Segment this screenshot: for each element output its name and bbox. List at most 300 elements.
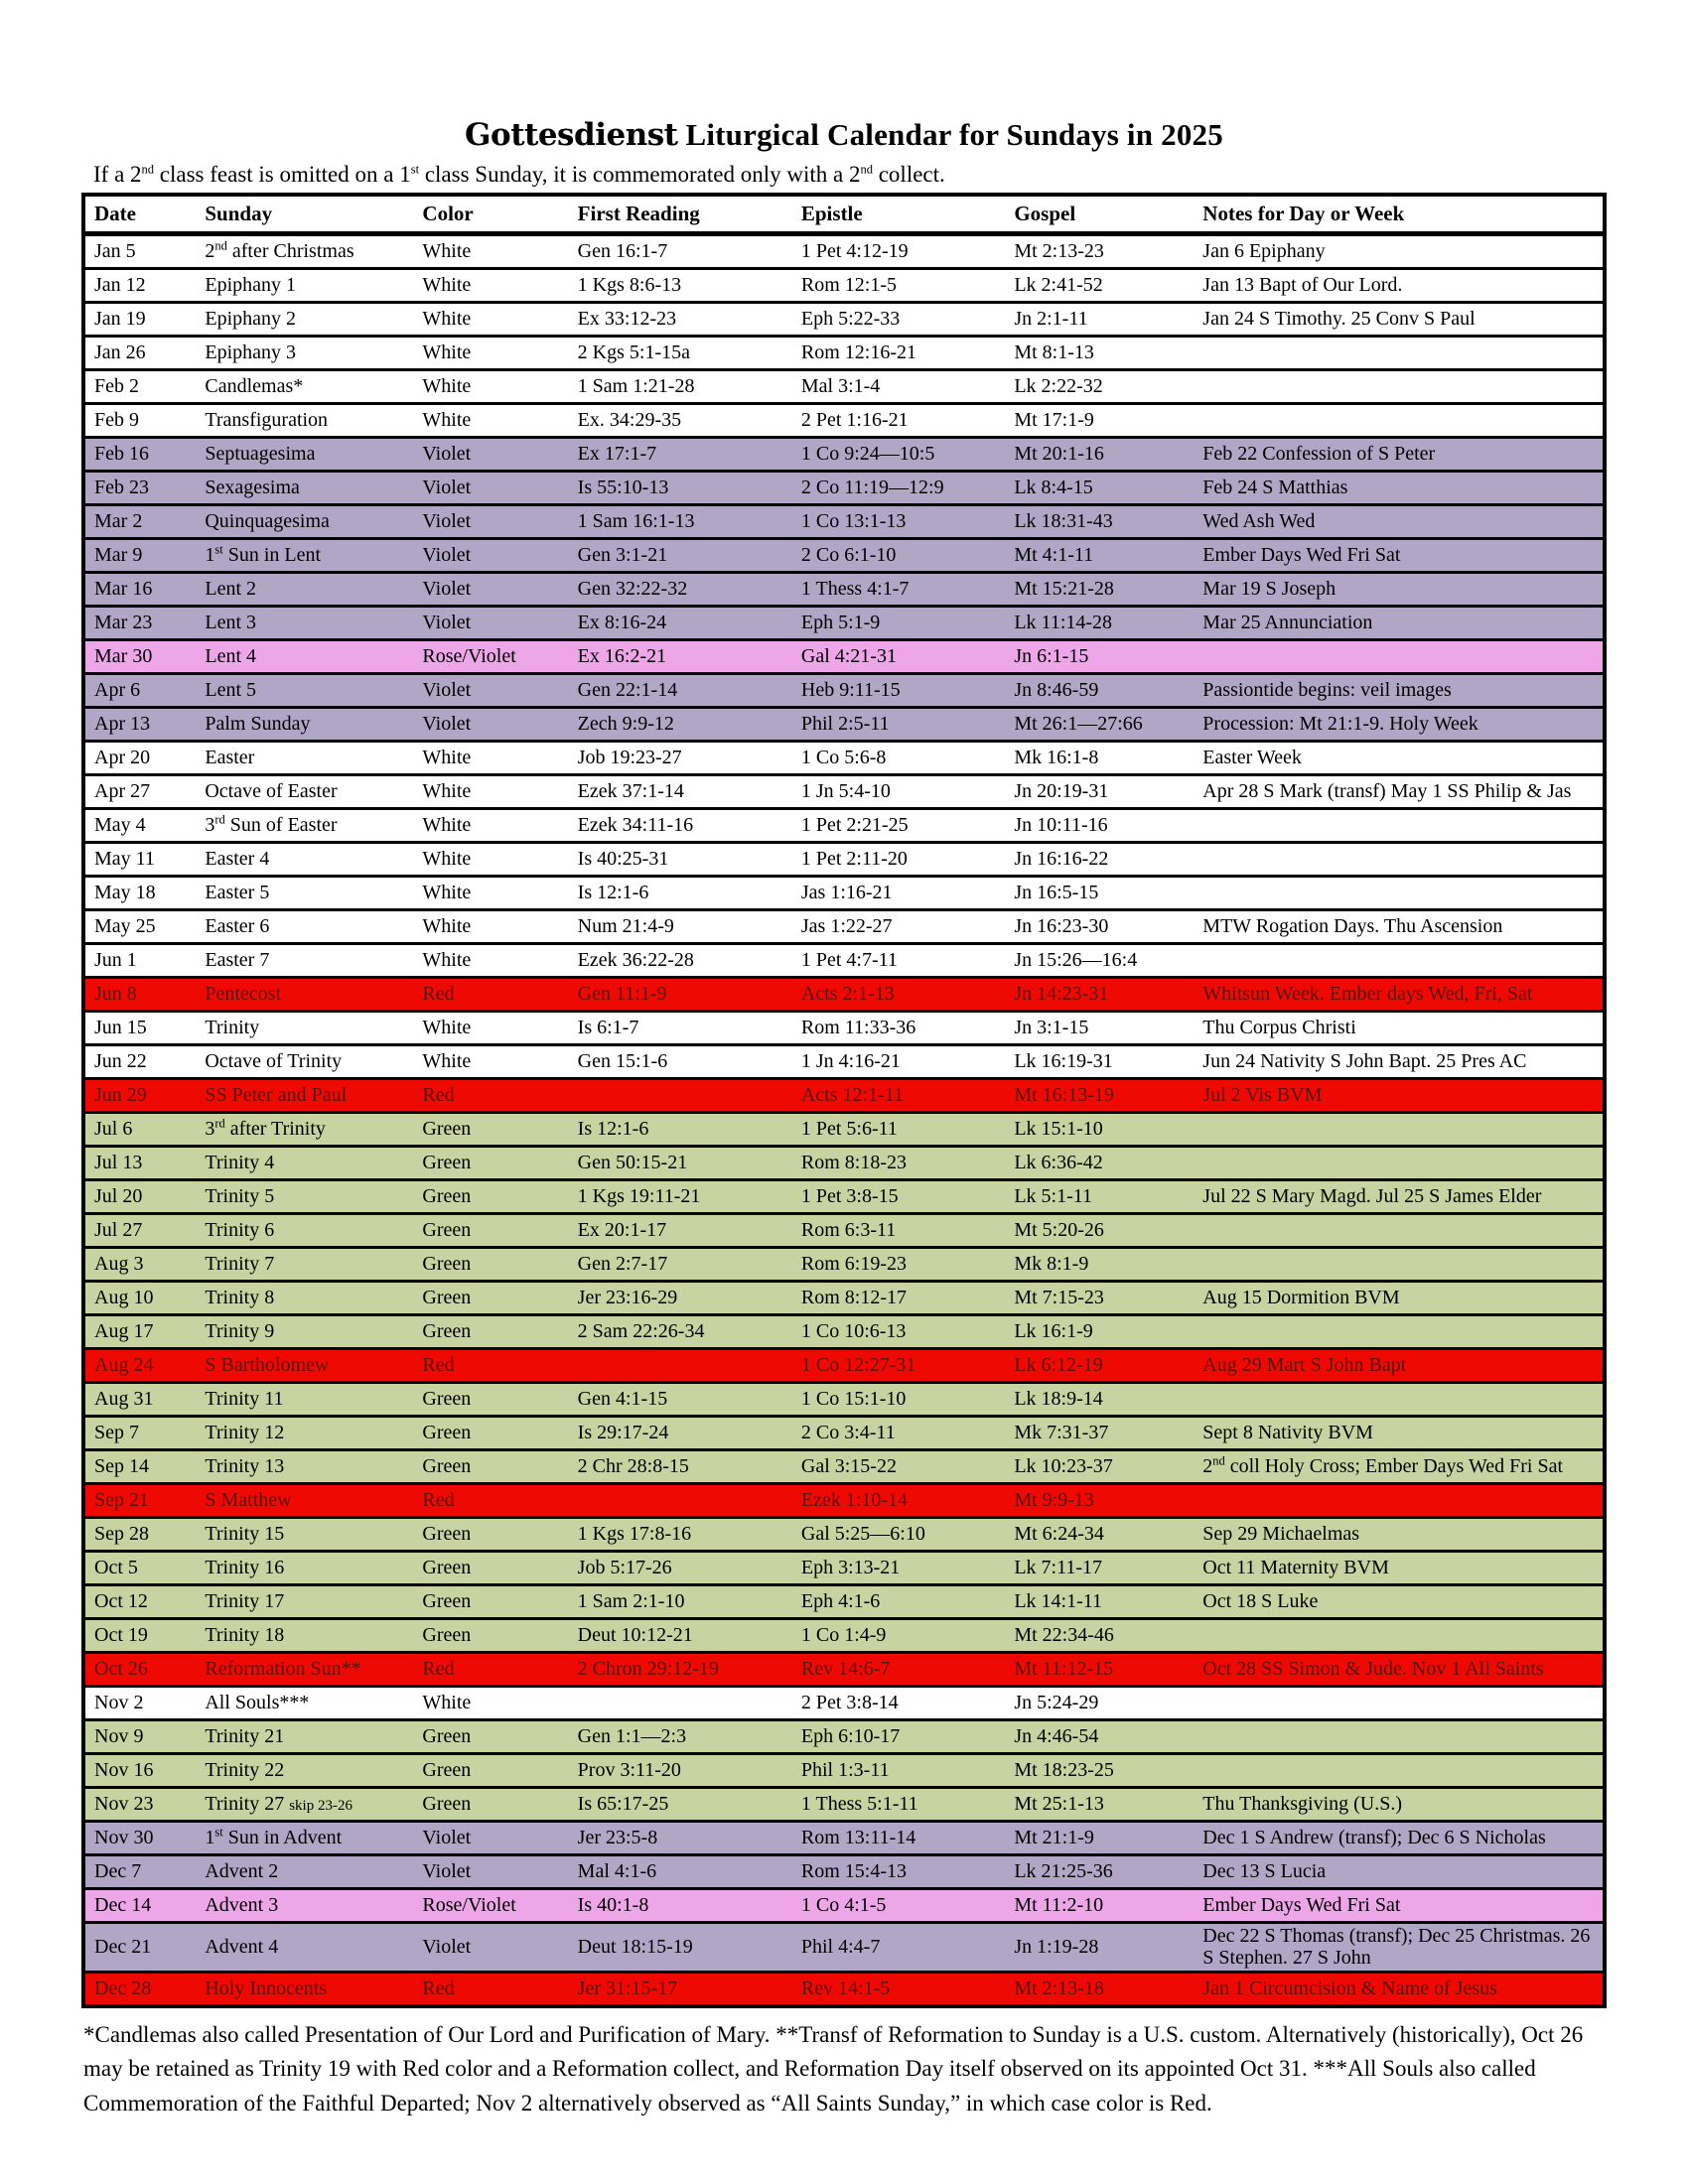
cell-date: Jan 26 bbox=[83, 337, 196, 370]
cell-epistle: 1 Jn 5:4-10 bbox=[792, 775, 1005, 809]
table-row bbox=[83, 674, 1605, 708]
cell-sunday: Trinity 16 bbox=[196, 1552, 413, 1585]
cell-epistle: Phil 1:3-11 bbox=[792, 1754, 1005, 1788]
cell-notes: Sep 29 Michaelmas bbox=[1194, 1518, 1605, 1552]
cell-notes: Mar 25 Annunciation bbox=[1194, 607, 1605, 640]
cell-gospel: Lk 2:22-32 bbox=[1005, 370, 1194, 404]
cell-color: Red bbox=[413, 1972, 568, 2006]
cell-first-reading: Gen 2:7-17 bbox=[569, 1248, 792, 1282]
cell-notes: Oct 18 S Luke bbox=[1194, 1585, 1605, 1619]
cell-epistle: Gal 5:25—6:10 bbox=[792, 1518, 1005, 1552]
cell-sunday: 2nd after Christmas bbox=[196, 234, 413, 269]
cell-notes: Procession: Mt 21:1-9. Holy Week bbox=[1194, 708, 1605, 742]
cell-epistle: Rom 13:11-14 bbox=[792, 1822, 1005, 1855]
cell-gospel: Mt 17:1-9 bbox=[1005, 404, 1194, 438]
cell-epistle: Rom 15:4-13 bbox=[792, 1855, 1005, 1889]
cell-color: White bbox=[413, 742, 568, 775]
cell-first-reading: Ex 17:1-7 bbox=[569, 438, 792, 472]
cell-sunday: Trinity 17 bbox=[196, 1585, 413, 1619]
table-row bbox=[83, 1147, 1605, 1180]
cell-sunday: Quinquagesima bbox=[196, 505, 413, 539]
cell-gospel: Jn 6:1-15 bbox=[1005, 640, 1194, 674]
table-row bbox=[83, 1923, 1605, 1973]
cell-epistle: 1 Co 13:1-13 bbox=[792, 505, 1005, 539]
cell-notes bbox=[1194, 1113, 1605, 1147]
cell-color: Green bbox=[413, 1315, 568, 1349]
table-row bbox=[83, 877, 1605, 910]
cell-first-reading: Ex 16:2-21 bbox=[569, 640, 792, 674]
cell-epistle: Eph 3:13-21 bbox=[792, 1552, 1005, 1585]
cell-color: Red bbox=[413, 1653, 568, 1687]
cell-color: Green bbox=[413, 1754, 568, 1788]
cell-color: Green bbox=[413, 1619, 568, 1653]
cell-gospel: Mt 15:21-28 bbox=[1005, 573, 1194, 607]
cell-color: Violet bbox=[413, 472, 568, 505]
cell-epistle: Jas 1:22-27 bbox=[792, 910, 1005, 944]
cell-notes: Jan 1 Circumcision & Name of Jesus bbox=[1194, 1972, 1605, 2006]
col-header-color: Color bbox=[413, 195, 568, 234]
cell-color: Red bbox=[413, 1484, 568, 1518]
cell-first-reading: Is 55:10-13 bbox=[569, 472, 792, 505]
cell-sunday: Trinity 22 bbox=[196, 1754, 413, 1788]
cell-gospel: Lk 6:36-42 bbox=[1005, 1147, 1194, 1180]
table-row bbox=[83, 1417, 1605, 1450]
cell-first-reading: Gen 4:1-15 bbox=[569, 1383, 792, 1417]
cell-gospel: Mt 4:1-11 bbox=[1005, 539, 1194, 573]
cell-first-reading: 1 Kgs 17:8-16 bbox=[569, 1518, 792, 1552]
cell-date: Jun 8 bbox=[83, 978, 196, 1012]
subtitle-note: If a 2nd class feast is omitted on a 1st class Sunday, it is commemorated only with a 2nd collect. bbox=[93, 162, 945, 187]
cell-epistle: Gal 3:15-22 bbox=[792, 1450, 1005, 1484]
cell-notes bbox=[1194, 843, 1605, 877]
cell-gospel: Mt 18:23-25 bbox=[1005, 1754, 1194, 1788]
cell-sunday: Lent 4 bbox=[196, 640, 413, 674]
table-row bbox=[83, 1619, 1605, 1653]
cell-epistle: 2 Co 11:19—12:9 bbox=[792, 472, 1005, 505]
cell-notes: Jan 24 S Timothy. 25 Conv S Paul bbox=[1194, 303, 1605, 337]
cell-date: Dec 7 bbox=[83, 1855, 196, 1889]
cell-epistle: 2 Co 3:4-11 bbox=[792, 1417, 1005, 1450]
cell-color: Green bbox=[413, 1248, 568, 1282]
cell-first-reading: Mal 4:1-6 bbox=[569, 1855, 792, 1889]
cell-color: Violet bbox=[413, 1855, 568, 1889]
cell-epistle: 1 Pet 2:11-20 bbox=[792, 843, 1005, 877]
cell-color: White bbox=[413, 809, 568, 843]
cell-notes: 2nd coll Holy Cross; Ember Days Wed Fri Sat bbox=[1194, 1450, 1605, 1484]
cell-date: Nov 9 bbox=[83, 1720, 196, 1754]
cell-color: Rose/Violet bbox=[413, 640, 568, 674]
table-row bbox=[83, 1822, 1605, 1855]
cell-gospel: Jn 20:19-31 bbox=[1005, 775, 1194, 809]
cell-sunday: Palm Sunday bbox=[196, 708, 413, 742]
cell-notes bbox=[1194, 1315, 1605, 1349]
cell-first-reading: 2 Chron 29:12-19 bbox=[569, 1653, 792, 1687]
cell-gospel: Mt 2:13-18 bbox=[1005, 1972, 1194, 2006]
cell-sunday: Candlemas* bbox=[196, 370, 413, 404]
cell-date: Jan 5 bbox=[83, 234, 196, 269]
cell-color: Rose/Violet bbox=[413, 1889, 568, 1923]
cell-date: Jun 29 bbox=[83, 1079, 196, 1113]
cell-color: Red bbox=[413, 1079, 568, 1113]
cell-color: White bbox=[413, 269, 568, 303]
cell-notes: Apr 28 S Mark (transf) May 1 SS Philip & Jas bbox=[1194, 775, 1605, 809]
col-header-first-reading: First Reading bbox=[569, 195, 792, 234]
table-row bbox=[83, 505, 1605, 539]
cell-date: Apr 6 bbox=[83, 674, 196, 708]
cell-gospel: Mt 25:1-13 bbox=[1005, 1788, 1194, 1822]
table-row bbox=[83, 1450, 1605, 1484]
cell-epistle: Eph 4:1-6 bbox=[792, 1585, 1005, 1619]
cell-sunday: Easter 6 bbox=[196, 910, 413, 944]
cell-gospel: Lk 16:19-31 bbox=[1005, 1045, 1194, 1079]
cell-notes: Mar 19 S Joseph bbox=[1194, 573, 1605, 607]
cell-gospel: Mt 11:12-15 bbox=[1005, 1653, 1194, 1687]
footnote: *Candlemas also called Presentation of Our Lord and Purification of Mary. **Transf of Reformation to Sunday is a U.S. custom. Alternatively (historically), Oct 26 may be retained as Trinity 19 with Red color and a Reformation collect, and Reformation Day itself observed on its appointed Oct 31. ***All Souls also called Commemoration of the Faithful Departed; Nov 2 alternatively observed as “All Saints Sunday,” in which case color is Red. bbox=[83, 2021, 1584, 2116]
cell-date: Jul 27 bbox=[83, 1214, 196, 1248]
cell-date: Mar 9 bbox=[83, 539, 196, 573]
cell-date: Mar 30 bbox=[83, 640, 196, 674]
table-row bbox=[83, 1012, 1605, 1045]
table-row bbox=[83, 944, 1605, 978]
cell-gospel: Lk 18:9-14 bbox=[1005, 1383, 1194, 1417]
cell-first-reading: Prov 3:11-20 bbox=[569, 1754, 792, 1788]
cell-sunday: Easter 5 bbox=[196, 877, 413, 910]
table-row bbox=[83, 1315, 1605, 1349]
cell-notes: Dec 22 S Thomas (transf); Dec 25 Christmas. 26 S Stephen. 27 S John bbox=[1194, 1923, 1605, 1973]
cell-epistle: Ezek 1:10-14 bbox=[792, 1484, 1005, 1518]
cell-color: Violet bbox=[413, 607, 568, 640]
cell-epistle: Phil 4:4-7 bbox=[792, 1923, 1005, 1973]
cell-notes: Jun 24 Nativity S John Bapt. 25 Pres AC bbox=[1194, 1045, 1605, 1079]
cell-gospel: Mk 16:1-8 bbox=[1005, 742, 1194, 775]
cell-epistle: Rom 8:12-17 bbox=[792, 1282, 1005, 1315]
cell-gospel: Lk 6:12-19 bbox=[1005, 1349, 1194, 1383]
cell-date: Sep 21 bbox=[83, 1484, 196, 1518]
table-row bbox=[83, 573, 1605, 607]
cell-notes bbox=[1194, 404, 1605, 438]
cell-sunday: 3rd Sun of Easter bbox=[196, 809, 413, 843]
cell-date: Apr 13 bbox=[83, 708, 196, 742]
cell-color: Red bbox=[413, 1349, 568, 1383]
cell-notes: Jul 2 Vis BVM bbox=[1194, 1079, 1605, 1113]
cell-epistle: Mal 3:1-4 bbox=[792, 370, 1005, 404]
cell-date: Feb 16 bbox=[83, 438, 196, 472]
cell-gospel: Mt 7:15-23 bbox=[1005, 1282, 1194, 1315]
cell-epistle: Eph 6:10-17 bbox=[792, 1720, 1005, 1754]
table-row bbox=[83, 910, 1605, 944]
cell-first-reading: 1 Kgs 19:11-21 bbox=[569, 1180, 792, 1214]
cell-epistle: 2 Pet 3:8-14 bbox=[792, 1687, 1005, 1720]
cell-gospel: Lk 7:11-17 bbox=[1005, 1552, 1194, 1585]
cell-epistle: 1 Thess 4:1-7 bbox=[792, 573, 1005, 607]
cell-date: Jul 13 bbox=[83, 1147, 196, 1180]
cell-notes bbox=[1194, 877, 1605, 910]
cell-sunday: Trinity 27 skip 23-26 bbox=[196, 1788, 413, 1822]
cell-epistle: Rev 14:6-7 bbox=[792, 1653, 1005, 1687]
cell-first-reading: Is 40:25-31 bbox=[569, 843, 792, 877]
cell-date: Mar 16 bbox=[83, 573, 196, 607]
cell-date: Oct 5 bbox=[83, 1552, 196, 1585]
cell-sunday: Advent 2 bbox=[196, 1855, 413, 1889]
col-header-sunday: Sunday bbox=[196, 195, 413, 234]
col-header-notes: Notes for Day or Week bbox=[1194, 195, 1605, 234]
cell-color: White bbox=[413, 1045, 568, 1079]
cell-sunday: Trinity 21 bbox=[196, 1720, 413, 1754]
table-row bbox=[83, 234, 1605, 269]
cell-notes: Ember Days Wed Fri Sat bbox=[1194, 1889, 1605, 1923]
cell-first-reading: Deut 18:15-19 bbox=[569, 1923, 792, 1973]
cell-gospel: Mt 11:2-10 bbox=[1005, 1889, 1194, 1923]
cell-notes bbox=[1194, 1619, 1605, 1653]
table-row bbox=[83, 1720, 1605, 1754]
cell-notes bbox=[1194, 1248, 1605, 1282]
cell-color: White bbox=[413, 303, 568, 337]
cell-first-reading: 1 Sam 1:21-28 bbox=[569, 370, 792, 404]
cell-first-reading bbox=[569, 1687, 792, 1720]
cell-sunday: Trinity 15 bbox=[196, 1518, 413, 1552]
cell-notes bbox=[1194, 1687, 1605, 1720]
cell-first-reading: Gen 1:1—2:3 bbox=[569, 1720, 792, 1754]
cell-date: Apr 27 bbox=[83, 775, 196, 809]
cell-gospel: Lk 11:14-28 bbox=[1005, 607, 1194, 640]
cell-sunday: Septuagesima bbox=[196, 438, 413, 472]
cell-gospel: Jn 15:26—16:4 bbox=[1005, 944, 1194, 978]
cell-first-reading: Jer 31:15-17 bbox=[569, 1972, 792, 2006]
table-row bbox=[83, 404, 1605, 438]
cell-epistle: Rom 11:33-36 bbox=[792, 1012, 1005, 1045]
cell-notes: MTW Rogation Days. Thu Ascension bbox=[1194, 910, 1605, 944]
cell-color: Green bbox=[413, 1450, 568, 1484]
cell-gospel: Jn 16:23-30 bbox=[1005, 910, 1194, 944]
cell-first-reading: Gen 11:1-9 bbox=[569, 978, 792, 1012]
table-row bbox=[83, 978, 1605, 1012]
cell-notes: Dec 1 S Andrew (transf); Dec 6 S Nicholas bbox=[1194, 1822, 1605, 1855]
cell-epistle: 1 Pet 2:21-25 bbox=[792, 809, 1005, 843]
cell-sunday: Octave of Easter bbox=[196, 775, 413, 809]
cell-epistle: Rev 14:1-5 bbox=[792, 1972, 1005, 2006]
cell-notes: Feb 24 S Matthias bbox=[1194, 472, 1605, 505]
cell-date: Dec 28 bbox=[83, 1972, 196, 2006]
cell-epistle: Rom 6:3-11 bbox=[792, 1214, 1005, 1248]
cell-first-reading: Ezek 34:11-16 bbox=[569, 809, 792, 843]
cell-color: Violet bbox=[413, 539, 568, 573]
cell-first-reading: Ex 33:12-23 bbox=[569, 303, 792, 337]
cell-gospel: Mt 5:20-26 bbox=[1005, 1214, 1194, 1248]
cell-gospel: Lk 2:41-52 bbox=[1005, 269, 1194, 303]
cell-epistle: 1 Thess 5:1-11 bbox=[792, 1788, 1005, 1822]
table-row bbox=[83, 539, 1605, 573]
cell-epistle: 1 Co 1:4-9 bbox=[792, 1619, 1005, 1653]
cell-sunday: Lent 3 bbox=[196, 607, 413, 640]
cell-date: Nov 16 bbox=[83, 1754, 196, 1788]
cell-color: White bbox=[413, 910, 568, 944]
cell-date: Aug 24 bbox=[83, 1349, 196, 1383]
cell-date: May 4 bbox=[83, 809, 196, 843]
cell-notes: Thu Thanksgiving (U.S.) bbox=[1194, 1788, 1605, 1822]
cell-color: White bbox=[413, 843, 568, 877]
cell-sunday: Easter 4 bbox=[196, 843, 413, 877]
cell-notes: Whitsun Week. Ember days Wed, Fri, Sat bbox=[1194, 978, 1605, 1012]
title-gottesdienst: Gottesdienst bbox=[465, 117, 678, 153]
cell-epistle: 1 Co 10:6-13 bbox=[792, 1315, 1005, 1349]
cell-sunday: Epiphany 1 bbox=[196, 269, 413, 303]
liturgical-calendar-table bbox=[81, 193, 1607, 2008]
cell-date: May 18 bbox=[83, 877, 196, 910]
cell-epistle: 1 Pet 5:6-11 bbox=[792, 1113, 1005, 1147]
table-row bbox=[83, 1889, 1605, 1923]
table-row bbox=[83, 1248, 1605, 1282]
cell-first-reading: Is 65:17-25 bbox=[569, 1788, 792, 1822]
cell-gospel: Jn 10:11-16 bbox=[1005, 809, 1194, 843]
col-header-gospel: Gospel bbox=[1005, 195, 1194, 234]
cell-gospel: Jn 14:23-31 bbox=[1005, 978, 1194, 1012]
cell-sunday: Lent 2 bbox=[196, 573, 413, 607]
cell-sunday: Advent 3 bbox=[196, 1889, 413, 1923]
col-header-date: Date bbox=[83, 195, 196, 234]
cell-notes bbox=[1194, 337, 1605, 370]
cell-gospel: Lk 21:25-36 bbox=[1005, 1855, 1194, 1889]
cell-epistle: Heb 9:11-15 bbox=[792, 674, 1005, 708]
cell-sunday: Trinity 4 bbox=[196, 1147, 413, 1180]
cell-gospel: Jn 5:24-29 bbox=[1005, 1687, 1194, 1720]
cell-first-reading: Is 40:1-8 bbox=[569, 1889, 792, 1923]
cell-epistle: 1 Pet 3:8-15 bbox=[792, 1180, 1005, 1214]
cell-notes: Jul 22 S Mary Magd. Jul 25 S James Elder bbox=[1194, 1180, 1605, 1214]
cell-sunday: Trinity 5 bbox=[196, 1180, 413, 1214]
cell-color: Violet bbox=[413, 708, 568, 742]
table-row bbox=[83, 1585, 1605, 1619]
cell-notes bbox=[1194, 1754, 1605, 1788]
table-row bbox=[83, 337, 1605, 370]
header-row bbox=[83, 195, 1605, 234]
cell-gospel: Lk 5:1-11 bbox=[1005, 1180, 1194, 1214]
cell-gospel: Lk 16:1-9 bbox=[1005, 1315, 1194, 1349]
cell-sunday: S Bartholomew bbox=[196, 1349, 413, 1383]
cell-first-reading: Ex 20:1-17 bbox=[569, 1214, 792, 1248]
cell-gospel: Lk 8:4-15 bbox=[1005, 472, 1194, 505]
cell-first-reading: 2 Kgs 5:1-15a bbox=[569, 337, 792, 370]
cell-notes: Ember Days Wed Fri Sat bbox=[1194, 539, 1605, 573]
table-row bbox=[83, 775, 1605, 809]
cell-date: Feb 23 bbox=[83, 472, 196, 505]
cell-first-reading: Gen 50:15-21 bbox=[569, 1147, 792, 1180]
table-row bbox=[83, 1653, 1605, 1687]
cell-sunday: Epiphany 3 bbox=[196, 337, 413, 370]
cell-gospel: Mk 7:31-37 bbox=[1005, 1417, 1194, 1450]
cell-first-reading: Job 19:23-27 bbox=[569, 742, 792, 775]
title-rest: Liturgical Calendar for Sundays in 2025 bbox=[677, 117, 1223, 152]
cell-date: Oct 26 bbox=[83, 1653, 196, 1687]
cell-color: Red bbox=[413, 978, 568, 1012]
cell-notes: Jan 6 Epiphany bbox=[1194, 234, 1605, 269]
cell-sunday: Trinity 8 bbox=[196, 1282, 413, 1315]
cell-epistle: Acts 2:1-13 bbox=[792, 978, 1005, 1012]
cell-date: Dec 14 bbox=[83, 1889, 196, 1923]
cell-first-reading bbox=[569, 1079, 792, 1113]
cell-date: Nov 2 bbox=[83, 1687, 196, 1720]
table-row bbox=[83, 708, 1605, 742]
cell-date: May 11 bbox=[83, 843, 196, 877]
table-row bbox=[83, 1518, 1605, 1552]
cell-gospel: Jn 8:46-59 bbox=[1005, 674, 1194, 708]
cell-color: White bbox=[413, 1687, 568, 1720]
cell-first-reading: 2 Sam 22:26-34 bbox=[569, 1315, 792, 1349]
cell-date: Dec 21 bbox=[83, 1923, 196, 1973]
cell-notes: Jan 13 Bapt of Our Lord. bbox=[1194, 269, 1605, 303]
cell-notes: Dec 13 S Lucia bbox=[1194, 1855, 1605, 1889]
cell-sunday: Octave of Trinity bbox=[196, 1045, 413, 1079]
table-row bbox=[83, 269, 1605, 303]
cell-gospel: Mt 8:1-13 bbox=[1005, 337, 1194, 370]
table-row bbox=[83, 640, 1605, 674]
cell-gospel: Jn 16:16-22 bbox=[1005, 843, 1194, 877]
table-row bbox=[83, 1214, 1605, 1248]
cell-sunday: SS Peter and Paul bbox=[196, 1079, 413, 1113]
cell-gospel: Jn 16:5-15 bbox=[1005, 877, 1194, 910]
cell-epistle: Acts 12:1-11 bbox=[792, 1079, 1005, 1113]
table-row bbox=[83, 1754, 1605, 1788]
cell-sunday: 1st Sun in Lent bbox=[196, 539, 413, 573]
cell-color: Violet bbox=[413, 438, 568, 472]
table-row bbox=[83, 843, 1605, 877]
cell-gospel: Jn 2:1-11 bbox=[1005, 303, 1194, 337]
cell-epistle: Phil 2:5-11 bbox=[792, 708, 1005, 742]
cell-gospel: Mt 9:9-13 bbox=[1005, 1484, 1194, 1518]
cell-epistle: 1 Co 4:1-5 bbox=[792, 1889, 1005, 1923]
table-row bbox=[83, 472, 1605, 505]
cell-sunday: Easter 7 bbox=[196, 944, 413, 978]
cell-epistle: Eph 5:1-9 bbox=[792, 607, 1005, 640]
cell-epistle: Rom 6:19-23 bbox=[792, 1248, 1005, 1282]
calendar-rows bbox=[83, 234, 1605, 2006]
cell-color: White bbox=[413, 1012, 568, 1045]
cell-sunday: Trinity 12 bbox=[196, 1417, 413, 1450]
cell-color: Violet bbox=[413, 674, 568, 708]
cell-color: Green bbox=[413, 1147, 568, 1180]
cell-first-reading: Gen 3:1-21 bbox=[569, 539, 792, 573]
cell-epistle: 1 Co 12:27-31 bbox=[792, 1349, 1005, 1383]
cell-gospel: Jn 4:46-54 bbox=[1005, 1720, 1194, 1754]
cell-color: White bbox=[413, 337, 568, 370]
table-row bbox=[83, 303, 1605, 337]
cell-first-reading: Deut 10:12-21 bbox=[569, 1619, 792, 1653]
cell-sunday: Trinity 18 bbox=[196, 1619, 413, 1653]
cell-first-reading: Jer 23:5-8 bbox=[569, 1822, 792, 1855]
cell-color: Violet bbox=[413, 573, 568, 607]
cell-date: Mar 2 bbox=[83, 505, 196, 539]
cell-epistle: 1 Co 5:6-8 bbox=[792, 742, 1005, 775]
cell-epistle: 1 Co 15:1-10 bbox=[792, 1383, 1005, 1417]
cell-first-reading: Gen 15:1-6 bbox=[569, 1045, 792, 1079]
cell-epistle: 1 Co 9:24—10:5 bbox=[792, 438, 1005, 472]
cell-notes: Oct 11 Maternity BVM bbox=[1194, 1552, 1605, 1585]
cell-date: Mar 23 bbox=[83, 607, 196, 640]
cell-sunday: Lent 5 bbox=[196, 674, 413, 708]
cell-color: White bbox=[413, 404, 568, 438]
cell-date: Oct 12 bbox=[83, 1585, 196, 1619]
cell-color: Green bbox=[413, 1518, 568, 1552]
table-row bbox=[83, 1349, 1605, 1383]
cell-color: White bbox=[413, 877, 568, 910]
table-row bbox=[83, 370, 1605, 404]
cell-notes: Passiontide begins: veil images bbox=[1194, 674, 1605, 708]
cell-color: White bbox=[413, 944, 568, 978]
cell-gospel: Lk 10:23-37 bbox=[1005, 1450, 1194, 1484]
cell-notes: Aug 15 Dormition BVM bbox=[1194, 1282, 1605, 1315]
table-row bbox=[83, 1282, 1605, 1315]
cell-color: Green bbox=[413, 1417, 568, 1450]
cell-gospel: Mt 20:1-16 bbox=[1005, 438, 1194, 472]
